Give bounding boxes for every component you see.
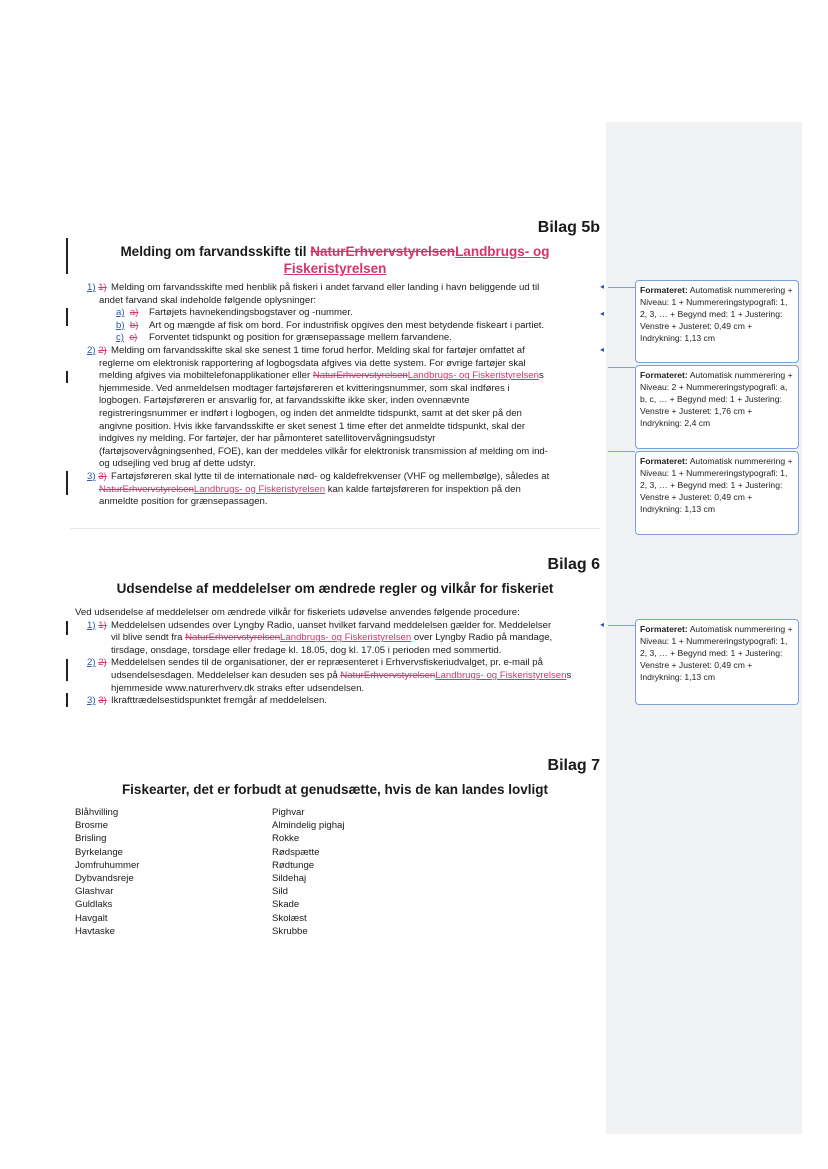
tracked-insertion: Fiskeristyrelsen	[283, 261, 387, 276]
list-item: Glashvar	[75, 886, 114, 898]
comment-balloon[interactable]: Formateret: Automatisk nummerering + Niveau: 1 + Nummereringstypografi: 1, 2, 3, … + Begynd med: 1 + Justering: Venstre + Justeret: 0,49 cm + Indrykning: 1,13 cm	[635, 619, 799, 705]
list-item: Skolæst	[272, 912, 307, 924]
bilag-7-title: Fiskearter, det er forbudt at genudsætte, hvis de kan landes lovligt	[121, 782, 549, 797]
species-column-2	[272, 806, 345, 938]
list-item: Jomfruhummer	[75, 859, 140, 871]
list-item: b) b) Art og mængde af fisk om bord. For industrifisk opgives den mest betydende fiskeart i partiet.	[116, 319, 545, 331]
change-bar	[66, 371, 68, 383]
change-bar	[66, 471, 68, 495]
comment-connector	[608, 367, 635, 368]
intro-text: Ved udsendelse af meddelelser om ændrede vilkår for fiskeriets udøvelse anvendes følgende procedure:	[75, 607, 520, 618]
bilag-5b-label: Bilag 5b	[537, 219, 600, 236]
list-item: 1) 1) Meddelelsen udsendes over Lyngby Radio, uanset hvilket farvand meddelelsen gælder for. Meddelelser vil blive sendt fra NaturErhvervstyrelsenLandbrugs- og Fiskeristyrelsen over Lyngby Radio på mandage, tirsdage, onsdage, torsdage eller fredage kl. 18.05, dog kl. 17.05 i perioden med sommertid.	[87, 619, 553, 656]
bilag-5b-list	[87, 282, 607, 509]
list-item: Dybvandsreje	[75, 873, 134, 885]
bilag-7-label: Bilag 7	[547, 757, 600, 774]
change-bar	[66, 659, 68, 681]
bilag-6-list	[75, 607, 607, 708]
species-column-1	[75, 806, 140, 938]
list-item: Brosme	[75, 820, 109, 832]
list-item: 2) 2) Meddelelsen sendes til de organisationer, der er repræsenteret i Erhvervsfiskeriudvalget, pr. e-mail på udsendelsesdagen. Meddelelser kan desuden ses på NaturErhvervstyrelsenLandbrugs- og Fiskeristyrelsens hjemmeside www.naturerhverv.dk straks efter udsendelsen.	[87, 657, 572, 694]
change-bar	[66, 308, 68, 326]
list-item: 1) 1) Melding om farvandsskifte med henblik på fiskeri i andet farvand eller landing i havn beliggende ud til andet farvand skal indeholde følgende oplysninger:	[87, 282, 540, 306]
sub-list	[87, 307, 607, 345]
comment-anchor-icon[interactable]: ◂	[600, 345, 605, 354]
change-bar	[66, 238, 68, 274]
list-item: 3) 3) Ikrafttrædelsestidspunktet fremgår af meddelelsen.	[87, 695, 327, 707]
comment-connector	[608, 625, 635, 626]
list-item: Blåhvilling	[75, 807, 119, 818]
list-item: Sildehaj	[272, 873, 307, 885]
list-item: 3) 3) Fartøjsføreren skal lytte til de internationale nød- og kaldefrekvenser (VHF og mellembølge), således at NaturErhvervstyrelsenLandbrugs- og Fiskeristyrelsen kan kalde fartøjsføreren for inspektion på den anmeldte position for grænsepassagen.	[87, 470, 550, 508]
list-number: 1)	[87, 282, 96, 293]
change-bar	[66, 621, 68, 635]
comment-connector	[608, 451, 635, 452]
comment-connector	[608, 287, 635, 288]
tracked-deletion: NaturErhvervstyrelsen	[310, 244, 456, 259]
list-item: Byrkelange	[75, 846, 123, 858]
list-item: Rokke	[272, 833, 300, 845]
list-item: Sild	[272, 886, 288, 898]
comment-anchor-icon[interactable]: ◂	[600, 620, 605, 629]
comment-anchor-icon[interactable]: ◂	[600, 309, 605, 318]
change-bar	[66, 693, 68, 707]
divider	[70, 528, 600, 529]
list-item: c) c) Forventet tidspunkt og position for grænsepassage mellem farvandene.	[116, 332, 452, 344]
list-item: Rødspætte	[272, 846, 320, 858]
bilag-5b-title: Melding om farvandsskifte til NaturErhvervstyrelsenLandbrugs- og Fiskeristyrelsen	[120, 244, 550, 276]
list-item: a) a) Fartøjets havnekendingsbogstaver og -nummer.	[116, 307, 353, 319]
list-item: Pighvar	[272, 807, 305, 818]
comment-anchor-icon[interactable]: ◂	[600, 282, 605, 291]
list-item: Almindelig pighaj	[272, 820, 345, 832]
list-item: Rødtunge	[272, 859, 315, 871]
list-item: Skade	[272, 899, 300, 911]
comment-balloon[interactable]: Formateret: Automatisk nummerering + Niveau: 2 + Nummereringstypografi: a, b, c, … + Begynd med: 1 + Justering: Venstre + Justeret: 1,76 cm + Indrykning: 2,4 cm	[635, 365, 799, 449]
list-item: Havtaske	[75, 925, 115, 937]
list-item: Skrubbe	[272, 925, 308, 937]
bilag-6-title: Udsendelse af meddelelser om ændrede regler og vilkår for fiskeriet	[116, 581, 554, 596]
list-item: 2) 2) Melding om farvandsskifte skal ske senest 1 time forud herfor. Melding skal for fartøjer omfattet af reglerne om elektronisk rapportering af logbogsdata afgives via dette system. For øvrige fartøjer skal melding afgives via mobiltelefonapplikationer eller NaturErhvervstyrelsenLandbrugs- og Fiskeristyrelsens hjemmeside. Ved anmeldelsen modtager fartøjsføreren et kvitteringsnummer, som skal indføres i logbogen. Fartøjsføreren er ansvarlig for, at farvandsskifte ikke sker, inden ovennævnte registreringsnummer er indført i logbogen, og inden det anmeldte tidspunkt, samt at det sker på den angivne position. Hvis ikke farvandsskifte er sket senest 1 time efter det anmeldte tidspunkt, skal der indgives ny melding. For fartøjer, der har påmonteret satellitovervågningsudstyr (fartøjsovervågningsenhed, FOE), kan der meddeles vilkår for elektronisk transmission af melding om ind- og udsejling ved brug af dette udstyr.	[87, 344, 548, 470]
list-item: Brisling	[75, 833, 107, 845]
comment-balloon[interactable]: Formateret: Automatisk nummerering + Niveau: 1 + Nummereringstypografi: 1, 2, 3, … + Begynd med: 1 + Justering: Venstre + Justeret: 0,49 cm + Indrykning: 1,13 cm	[635, 451, 799, 535]
tracked-insertion: Landbrugs- og	[455, 244, 550, 259]
bilag-6-label: Bilag 6	[547, 556, 600, 573]
comment-balloon[interactable]: Formateret: Automatisk nummerering + Niveau: 1 + Nummereringstypografi: 1, 2, 3, … + Begynd med: 1 + Justering: Venstre + Justeret: 0,49 cm + Indrykning: 1,13 cm	[635, 280, 799, 363]
list-item: Havgalt	[75, 912, 108, 924]
list-item: Guldlaks	[75, 899, 113, 911]
